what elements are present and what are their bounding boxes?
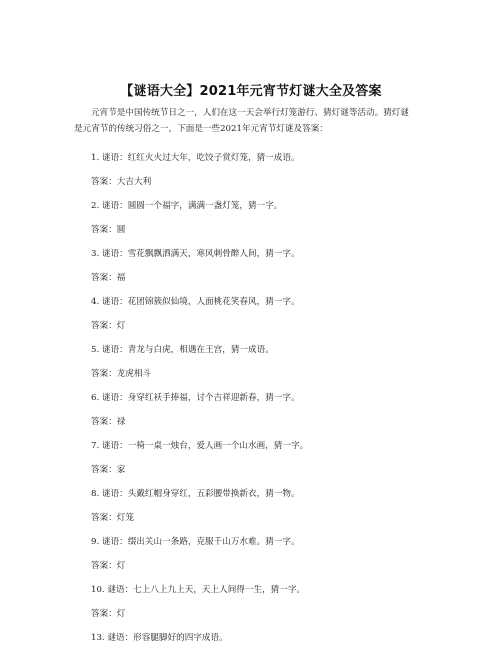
riddle-question: 5. 谜语：青龙与白虎，相遇在王宫，猜一成语。: [91, 345, 274, 355]
riddle-answer: 答案：福: [91, 273, 126, 283]
riddle-question: 2. 谜语：圆圆一个福字，满满一盏灯笼，猜一字。: [91, 201, 283, 211]
riddle-answer: 答案：灯: [91, 609, 126, 619]
riddle-answer: 答案：禄: [91, 417, 126, 427]
riddle-question: 1. 谜语：红红火火过大年，吃饺子赏灯笼，猜一成语。: [91, 153, 300, 163]
riddle-answer: 答案：灯: [91, 561, 126, 571]
intro-paragraph: [74, 105, 434, 137]
riddle-list: [91, 146, 431, 650]
document-title: 【谜语大全】2021年元宵节灯谜大全及答案: [120, 84, 382, 99]
intro-line-1: 元宵节是中国传统节日之一，人们在这一天会举行灯笼游行、猜灯谜等活动。猜灯谜: [91, 108, 409, 118]
riddle-question: 13. 谜语：形容腿脚好的四字成语。: [91, 633, 228, 643]
riddle-question: 10. 谜语：七上八上九上天，天上人间得一生，猜一字。: [91, 585, 306, 595]
riddle-answer: 答案：家: [91, 465, 126, 475]
riddle-question: 7. 谜语：一椅一桌一烛台，爱人画一个山水画，猜一字。: [91, 441, 309, 451]
riddle-answer: 答案：龙虎相斗: [91, 369, 152, 379]
riddle-question: 6. 谜语：身穿红袄手捧福，讨个吉祥迎新春，猜一字。: [91, 393, 300, 403]
riddle-answer: 答案：大吉大利: [91, 177, 152, 187]
intro-line-2: 是元宵节的传统习俗之一，下面是一些2021年元宵节灯谜及答案：: [74, 124, 328, 134]
riddle-answer: 答案：灯: [91, 321, 126, 331]
riddle-question: 9. 谜语：缀出关山一条路，克服千山万水难。猜一字。: [91, 537, 300, 547]
riddle-question: 3. 谜语：雪花飘飘洒满天，寒风刺骨醉人间，猜一字。: [91, 249, 300, 259]
riddle-question: 4. 谜语：花团锦簇似仙境，人面桃花笑春风，猜一字。: [91, 297, 300, 307]
riddle-answer: 答案：圆: [91, 225, 126, 235]
riddle-question: 8. 谜语：头戴红帽身穿红，五彩腰带换新衣，猜一物。: [91, 489, 300, 499]
riddle-answer: 答案：灯笼: [91, 513, 134, 523]
